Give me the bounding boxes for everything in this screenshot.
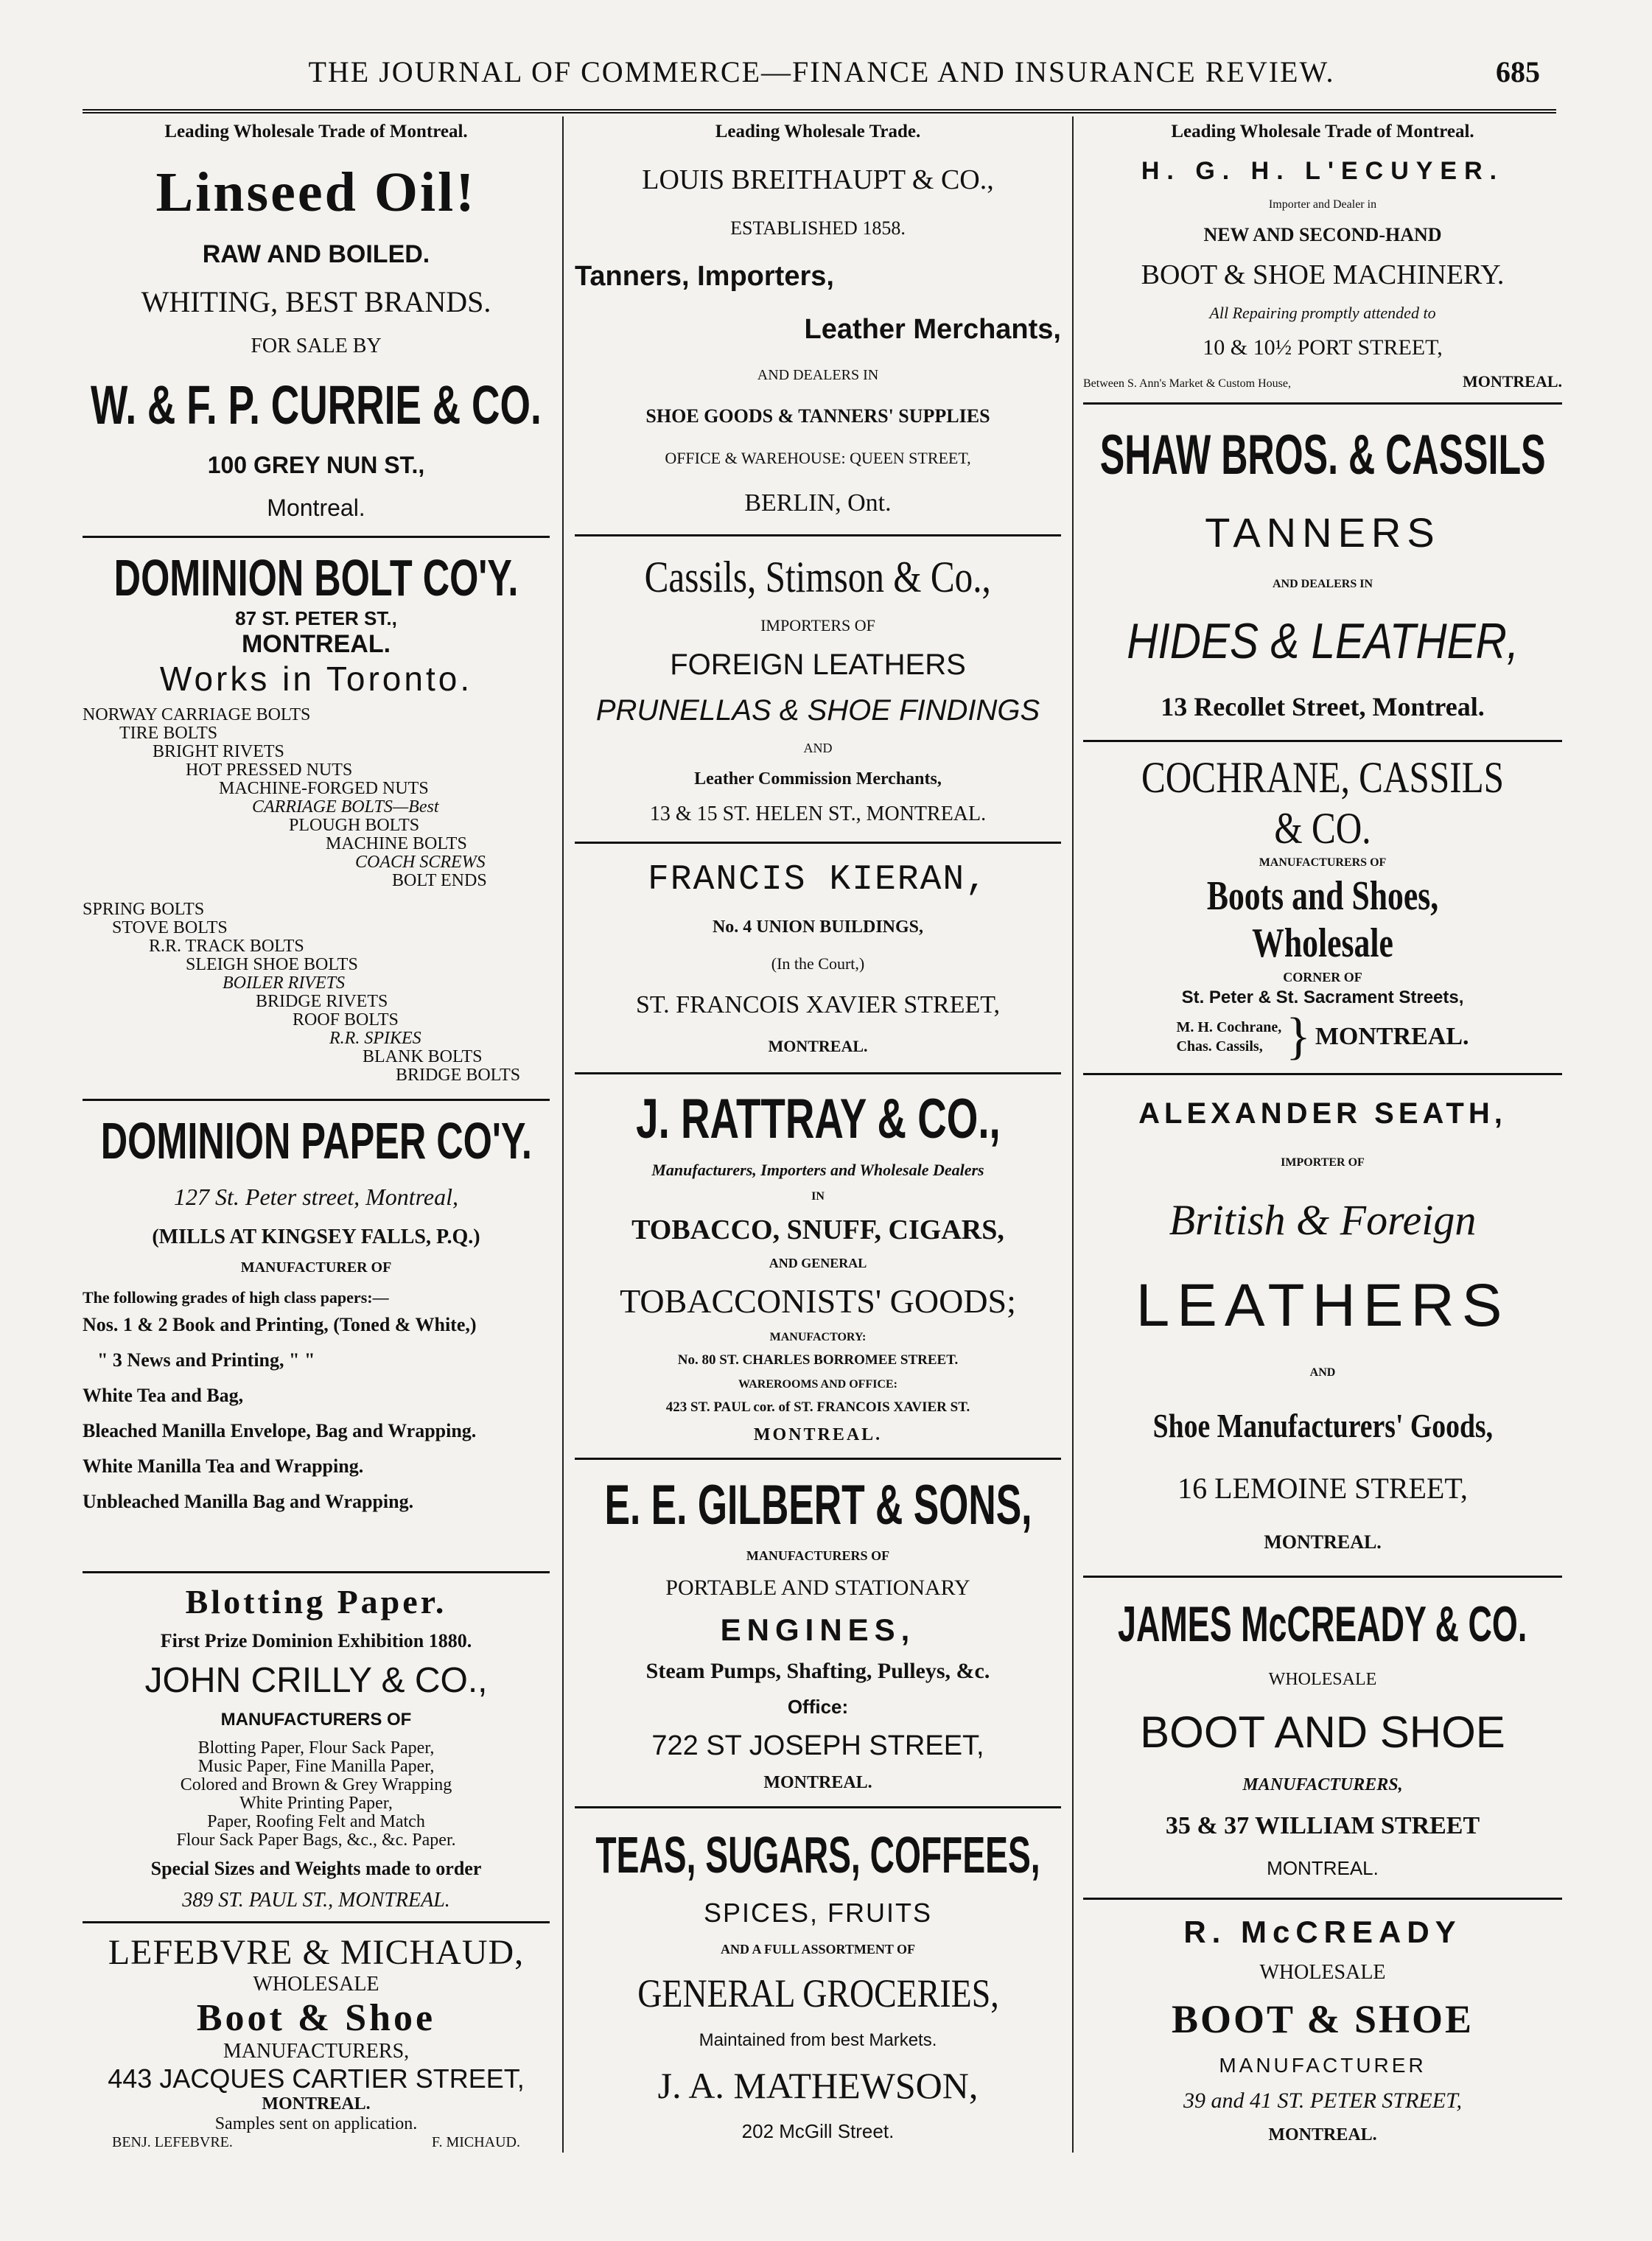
product-item: SLEIGH SHOE BOLTS xyxy=(186,954,358,974)
company-name: J. A. MATHEWSON, xyxy=(657,2064,979,2106)
grades-list xyxy=(83,1307,550,1520)
ad-line: MANUFACTURERS OF xyxy=(746,1548,890,1564)
ad-r-mccready xyxy=(1083,1898,1562,2160)
ad-address: 202 McGill Street. xyxy=(741,2119,895,2142)
ad-line: WHITING, BEST BRANDS. xyxy=(141,284,491,318)
product-item: BLANK BOLTS xyxy=(363,1046,483,1066)
product-item: White Printing Paper, xyxy=(239,1793,393,1813)
ad-address: No. 80 ST. CHARLES BORROMEE STREET. xyxy=(677,1352,959,1368)
ad-line: MANUFACTURER xyxy=(1219,2053,1427,2077)
product-item: MACHINE BOLTS xyxy=(326,833,467,853)
partner-name: BENJ. LEFEBVRE. xyxy=(112,2134,233,2151)
ad-line: AND GENERAL xyxy=(769,1256,867,1271)
company-name: DOMINION BOLT CO'Y. xyxy=(113,548,519,606)
ad-line: Leather Commission Merchants, xyxy=(694,769,942,789)
ad-line: ESTABLISHED 1858. xyxy=(730,217,906,239)
ad-line: WHOLESALE xyxy=(1268,1669,1377,1689)
company-name: W. & F. P. CURRIE & CO. xyxy=(91,374,542,436)
ad-line: British & Foreign xyxy=(1169,1196,1477,1245)
grade-item: Bleached Manilla Envelope, Bag and Wrapping. xyxy=(83,1420,477,1441)
ad-rattray xyxy=(575,1072,1061,1458)
ad-line: Shoe Manufacturers' Goods, xyxy=(1152,1406,1493,1444)
ad-line: TANNERS xyxy=(1205,508,1441,556)
ad-crilly xyxy=(83,1571,550,1921)
company-name: ALEXANDER SEATH, xyxy=(1138,1097,1507,1130)
product-item: Colored and Brown & Grey Wrapping xyxy=(180,1775,452,1794)
product-item: COACH SCREWS xyxy=(355,852,486,872)
ad-line: Importer and Dealer in xyxy=(1268,198,1377,211)
ad-shaw xyxy=(1083,402,1562,740)
ad-line: ENGINES, xyxy=(720,1612,916,1647)
grade-item: Nos. 1 & 2 Book and Printing, (Toned & White,) xyxy=(83,1314,477,1335)
ad-line: Manufacturers, Importers and Wholesale Dealers xyxy=(651,1161,984,1180)
ad-line: MANUFACTURERS, xyxy=(1242,1775,1403,1794)
ad-line: WAREROOMS AND OFFICE: xyxy=(738,1377,897,1391)
ad-line: AND xyxy=(803,741,833,756)
company-name: H. G. H. L'ECUYER. xyxy=(1141,157,1505,186)
section-heading: Leading Wholesale Trade. xyxy=(715,122,921,141)
product-item: Music Paper, Fine Manilla Paper, xyxy=(197,1756,435,1776)
company-name: FRANCIS KIERAN, xyxy=(647,859,989,900)
ad-line: RAW AND BOILED. xyxy=(202,240,430,268)
ad-city: MONTREAL. xyxy=(763,1773,872,1793)
ad-city: MONTREAL. xyxy=(1315,1023,1469,1051)
ad-address: 100 GREY NUN ST., xyxy=(207,452,425,479)
ad-city: MONTREAL. xyxy=(1462,372,1562,391)
product-item: MACHINE-FORGED NUTS xyxy=(219,778,429,798)
ad-city: MONTREAL. xyxy=(1267,1857,1379,1880)
company-name: E. E. GILBERT & SONS, xyxy=(603,1473,1032,1536)
ad-headline: TEAS, SUGARS, COFFEES, xyxy=(595,1826,1040,1884)
ad-line: BOOT & SHOE MACHINERY. xyxy=(1141,259,1505,290)
ad-line: WHOLESALE xyxy=(1259,1961,1386,1985)
page-number: 685 xyxy=(1496,55,1540,88)
ad-line: Leather Merchants, xyxy=(804,313,1061,345)
page-header xyxy=(81,46,1562,97)
product-item: R.R. SPIKES xyxy=(329,1028,421,1048)
product-item: CARRIAGE BOLTS—Best xyxy=(252,797,439,817)
ad-address: 13 & 15 ST. HELEN ST., MONTREAL. xyxy=(649,802,987,825)
product-list xyxy=(83,1739,550,1850)
ad-address: 722 ST JOSEPH STREET, xyxy=(651,1730,984,1761)
ad-line: Steam Pumps, Shafting, Pulleys, &c. xyxy=(645,1659,990,1684)
ad-line: CORNER OF xyxy=(1283,969,1362,985)
brace-glyph: } xyxy=(1286,1008,1311,1066)
ad-line: GENERAL GROCERIES, xyxy=(637,1971,999,2016)
ad-line: IMPORTERS OF xyxy=(760,615,875,634)
ad-address: 87 ST. PETER ST., xyxy=(235,606,397,629)
ad-kieran xyxy=(575,842,1061,1072)
ad-line: Works in Toronto. xyxy=(159,659,473,698)
ad-line: WHOLESALE xyxy=(253,1973,379,1996)
product-item: TIRE BOLTS xyxy=(119,723,218,743)
product-item: PLOUGH BOLTS xyxy=(289,815,420,835)
product-item: Flour Sack Paper Bags, &c., &c. Paper. xyxy=(176,1830,456,1850)
ad-address: 443 JACQUES CARTIER STREET, xyxy=(108,2063,525,2094)
grade-item: Unbleached Manilla Bag and Wrapping. xyxy=(83,1491,414,1512)
journal-title: THE JOURNAL OF COMMERCE—FINANCE AND INSURANCE REVIEW. xyxy=(308,55,1335,88)
product-item: BRIDGE RIVETS xyxy=(256,991,388,1011)
ad-line: First Prize Dominion Exhibition 1880. xyxy=(160,1629,472,1651)
ad-line: MANUFACTORY: xyxy=(769,1330,867,1343)
ad-currie xyxy=(83,147,550,536)
company-name: JAMES McCREADY & CO. xyxy=(1118,1595,1527,1652)
ad-line: Maintained from best Markets. xyxy=(699,2030,937,2050)
ad-line: MANUFACTURER OF xyxy=(240,1259,392,1276)
ad-line: Office: xyxy=(787,1695,849,1718)
ad-address: 13 Recollet Street, Montreal. xyxy=(1161,691,1485,721)
ad-city: BERLIN, Ont. xyxy=(744,489,892,517)
ad-city: MONTREAL. xyxy=(768,1037,868,1056)
product-item: NORWAY CARRIAGE BOLTS xyxy=(83,705,311,724)
ad-city: MONTREAL. xyxy=(241,629,391,658)
company-name: J. RATTRAY & CO., xyxy=(635,1087,1001,1150)
product-item: Paper, Roofing Felt and Match xyxy=(207,1811,425,1831)
ad-city: MONTREAL. xyxy=(753,1425,883,1445)
ad-seath xyxy=(1083,1073,1562,1576)
product-list xyxy=(83,706,550,1085)
ad-lefebvre xyxy=(83,1921,550,2160)
ad-address: 423 ST. PAUL cor. of ST. FRANCOIS XAVIER ST. xyxy=(665,1399,970,1416)
ad-line: TOBACCONISTS' GOODS; xyxy=(620,1282,1016,1320)
partner-name: F. MICHAUD. xyxy=(431,2134,520,2151)
ad-line: MANUFACTURERS, xyxy=(223,2040,410,2063)
product-item: ROOF BOLTS xyxy=(293,1010,399,1029)
ad-cochrane xyxy=(1083,740,1562,1073)
product-item: SPRING BOLTS xyxy=(83,899,205,919)
ad-line: MANUFACTURERS OF xyxy=(1259,856,1387,870)
ad-line: FOREIGN LEATHERS xyxy=(670,648,966,681)
ad-line: Samples sent on application. xyxy=(214,2114,418,2134)
product-item: HOT PRESSED NUTS xyxy=(186,760,353,780)
column-divider xyxy=(1072,116,1074,2153)
product-item: Blotting Paper, Flour Sack Paper, xyxy=(197,1738,435,1758)
ad-line: AND A FULL ASSORTMENT OF xyxy=(720,1942,916,1957)
ad-line: No. 4 UNION BUILDINGS, xyxy=(712,917,924,937)
company-name: DOMINION PAPER CO'Y. xyxy=(100,1112,532,1170)
product-item: STOVE BOLTS xyxy=(112,917,228,937)
column-center xyxy=(575,122,1061,2160)
company-name: LEFEBVRE & MICHAUD, xyxy=(108,1933,525,1973)
ad-mathewson xyxy=(575,1806,1061,2160)
ad-line: (In the Court,) xyxy=(771,954,865,973)
ad-address: 127 St. Peter street, Montreal, xyxy=(174,1184,458,1210)
ad-address: 16 LEMOINE STREET, xyxy=(1177,1471,1468,1505)
ad-line: FOR SALE BY xyxy=(251,334,382,357)
ad-line: IMPORTER OF xyxy=(1281,1156,1365,1170)
ad-city: MONTREAL. xyxy=(262,2094,371,2114)
ad-line: IN xyxy=(811,1190,825,1203)
header-rule xyxy=(83,109,1556,113)
ad-line: NEW AND SECOND-HAND xyxy=(1203,224,1442,246)
partners xyxy=(1176,1008,1469,1066)
grade-item: " 3 News and Printing, " " xyxy=(97,1349,315,1371)
ad-city: MONTREAL. xyxy=(1268,2125,1377,2145)
ad-line: PORTABLE AND STATIONARY xyxy=(665,1576,970,1601)
column-left xyxy=(83,122,550,2160)
ad-address: 35 & 37 WILLIAM STREET xyxy=(1165,1811,1480,1839)
ad-line: SHOE GOODS & TANNERS' SUPPLIES xyxy=(645,405,990,427)
ad-headline: BOOT & SHOE xyxy=(1171,1997,1474,2042)
ad-dominion-bolt xyxy=(83,536,550,1099)
product-item: BRIGHT RIVETS xyxy=(153,741,284,761)
ad-headline: LEATHERS xyxy=(1135,1271,1510,1339)
ad-james-mccready xyxy=(1083,1576,1562,1898)
company-name: LOUIS BREITHAUPT & CO., xyxy=(642,164,994,195)
ad-line: TOBACCO, SNUFF, CIGARS, xyxy=(631,1214,1004,1245)
ad-city: MONTREAL. xyxy=(1264,1531,1382,1553)
product-item: BRIDGE BOLTS xyxy=(396,1065,521,1085)
ad-lecuyer xyxy=(1083,147,1562,402)
ad-line: Between S. Ann's Market & Custom House, xyxy=(1083,377,1291,391)
ad-line: MANUFACTURERS OF xyxy=(220,1710,412,1730)
ad-address: OFFICE & WAREHOUSE: QUEEN STREET, xyxy=(665,449,971,468)
ad-line: AND DEALERS IN xyxy=(1272,577,1373,590)
ad-line: Boots and Shoes, Wholesale xyxy=(1206,873,1439,967)
ad-address: ST. FRANCOIS XAVIER STREET, xyxy=(636,991,1000,1019)
grade-item: White Tea and Bag, xyxy=(83,1385,244,1406)
ad-address: 10 & 10½ PORT STREET, xyxy=(1203,335,1443,360)
product-item: BOILER RIVETS xyxy=(223,973,345,993)
ad-breithaupt xyxy=(575,147,1061,534)
ad-line: AND xyxy=(1309,1366,1336,1380)
product-item: BOLT ENDS xyxy=(392,870,487,890)
ad-headline: Blotting Paper. xyxy=(185,1583,447,1621)
ad-gilbert xyxy=(575,1458,1061,1806)
company-name: SHAW BROS. & CASSILS xyxy=(1099,423,1546,486)
ad-address: 39 and 41 ST. PETER STREET, xyxy=(1183,2088,1463,2114)
ad-line: Special Sizes and Weights made to order xyxy=(150,1858,482,1880)
section-heading: Leading Wholesale Trade of Montreal. xyxy=(164,122,468,141)
ad-line: Tanners, Importers, xyxy=(575,260,834,292)
ad-cassils-stimson xyxy=(575,534,1061,842)
ad-line: The following grades of high class papers:— xyxy=(83,1288,389,1307)
ad-line: PRUNELLAS & SHOE FINDINGS xyxy=(595,694,1040,727)
ad-headline: HIDES & LEATHER, xyxy=(1127,612,1519,669)
ad-line xyxy=(1083,372,1562,391)
company-name: Cassils, Stimson & Co., xyxy=(644,552,992,601)
product-item: R.R. TRACK BOLTS xyxy=(149,936,304,956)
ad-address: 389 ST. PAUL ST., MONTREAL. xyxy=(182,1888,450,1912)
ad-headline: Linseed Oil! xyxy=(155,161,477,223)
partner-name: Chas. Cassils, xyxy=(1176,1038,1263,1055)
ad-dominion-paper xyxy=(83,1099,550,1571)
column-divider xyxy=(562,116,564,2153)
ad-line: AND DEALERS IN xyxy=(757,367,879,384)
ad-city: Montreal. xyxy=(267,494,365,522)
company-name: COCHRANE, CASSILS & CO. xyxy=(1141,752,1505,853)
ad-line: BOOT AND SHOE xyxy=(1140,1707,1505,1758)
company-name: JOHN CRILLY & CO., xyxy=(144,1661,488,1701)
company-name: R. McCREADY xyxy=(1183,1914,1462,1949)
ad-line: All Repairing promptly attended to xyxy=(1209,303,1436,322)
partners xyxy=(83,2134,550,2151)
partner-name: M. H. Cochrane, xyxy=(1176,1019,1282,1036)
column-right xyxy=(1083,122,1562,2160)
grade-item: White Manilla Tea and Wrapping. xyxy=(83,1455,364,1477)
section-heading: Leading Wholesale Trade of Montreal. xyxy=(1171,122,1474,141)
ad-line: St. Peter & St. Sacrament Streets, xyxy=(1181,987,1464,1008)
ad-line: SPICES, FRUITS xyxy=(703,1898,933,1929)
ad-line: (MILLS AT KINGSEY FALLS, P.Q.) xyxy=(152,1226,480,1248)
ad-headline: Boot & Shoe xyxy=(196,1997,436,2040)
